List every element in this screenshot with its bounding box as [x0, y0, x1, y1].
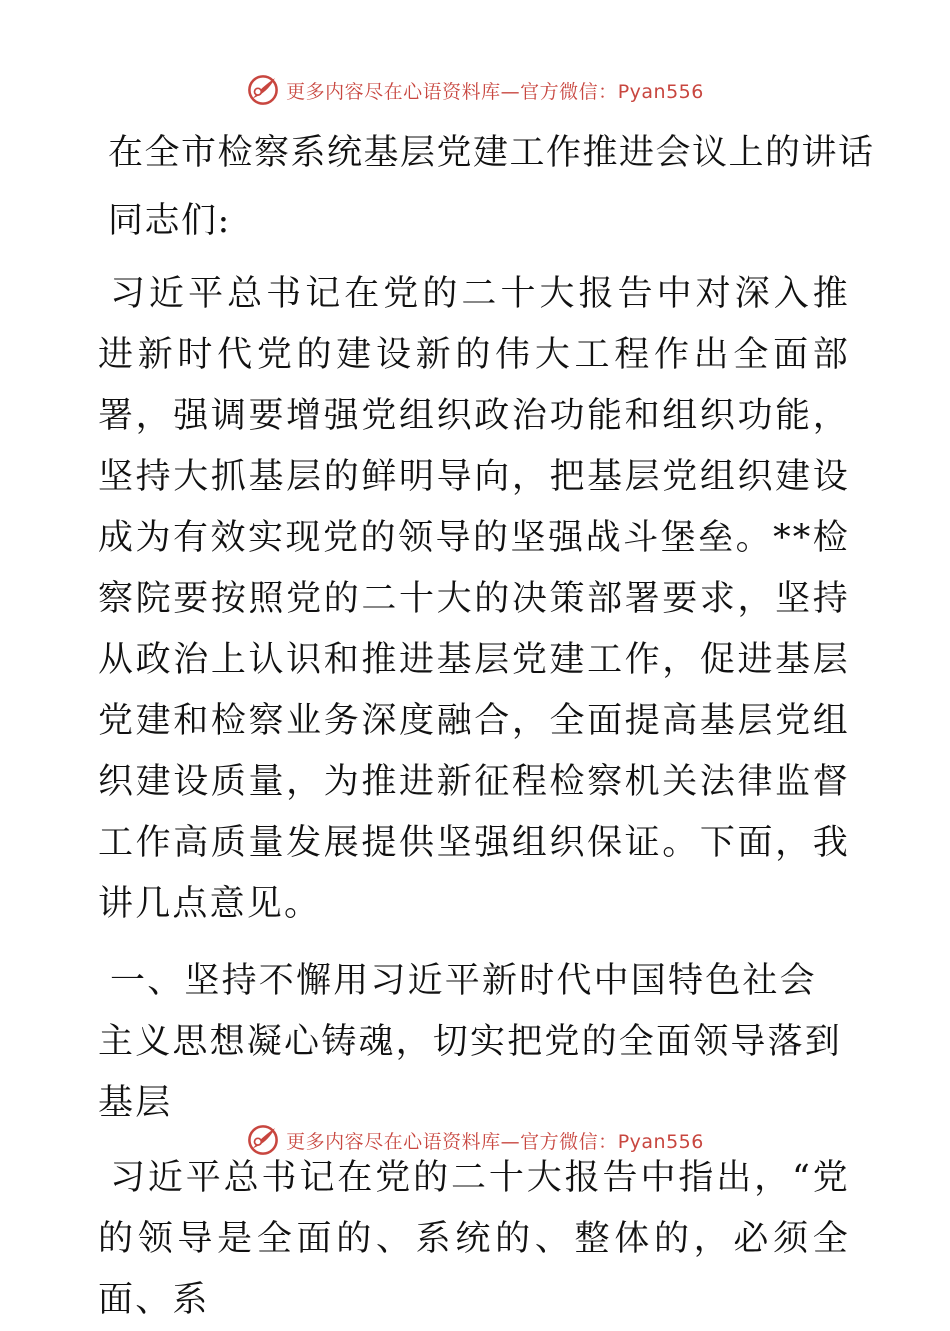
greeting: 同志们: [108, 201, 231, 241]
section-paragraph: 习近平总书记在党的二十大报告中指出，“党的领导是全面的、系统的、整体的，必须全面、系 [98, 1158, 850, 1320]
footer-banner [0, 1120, 950, 1160]
banner-wechat-id: Pyan556 [617, 1130, 704, 1153]
banner-main-text: 更多内容尽在心语资料库 [286, 80, 501, 103]
banner-main-text: 更多内容尽在心语资料库 [286, 1130, 501, 1153]
quill-pen-logo-icon [246, 1123, 280, 1157]
header-banner [0, 70, 950, 110]
paragraph: 习近平总书记在党的二十大报告中对深入推进新时代党的建设新的伟大工程作出全面部署，强调要增强党组织政治功能和组织功能，坚持大抓基层的鲜明导向，把基层党组织建设成为有效实现党的领导的坚强战斗堡垒。**检察院要按照党的二十大的决策部署要求，坚持从政治上认识和推进基层党建工作，促进基层党建和检察业务深度融合，全面提高基层党组织建设质量，为推进新征程检察机关法律监督工作高质量发展提供坚强组织保证。下面，我讲几点意见。 [98, 274, 850, 924]
banner-separator: — [500, 80, 521, 103]
quill-pen-logo-icon [246, 73, 280, 107]
banner-separator: — [500, 1130, 521, 1153]
banner-wechat-id: Pyan556 [617, 80, 704, 103]
section-heading: 一、坚持不懈用习近平新时代中国特色社会主义思想凝心铸魂，切实把党的全面领导落到基层 [98, 961, 843, 1123]
banner-wechat-label: 官方微信： [520, 1130, 618, 1153]
document-title: 在全市检察系统基层党建工作推进会议上的讲话 [108, 133, 875, 173]
banner-wechat-label: 官方微信： [520, 80, 618, 103]
